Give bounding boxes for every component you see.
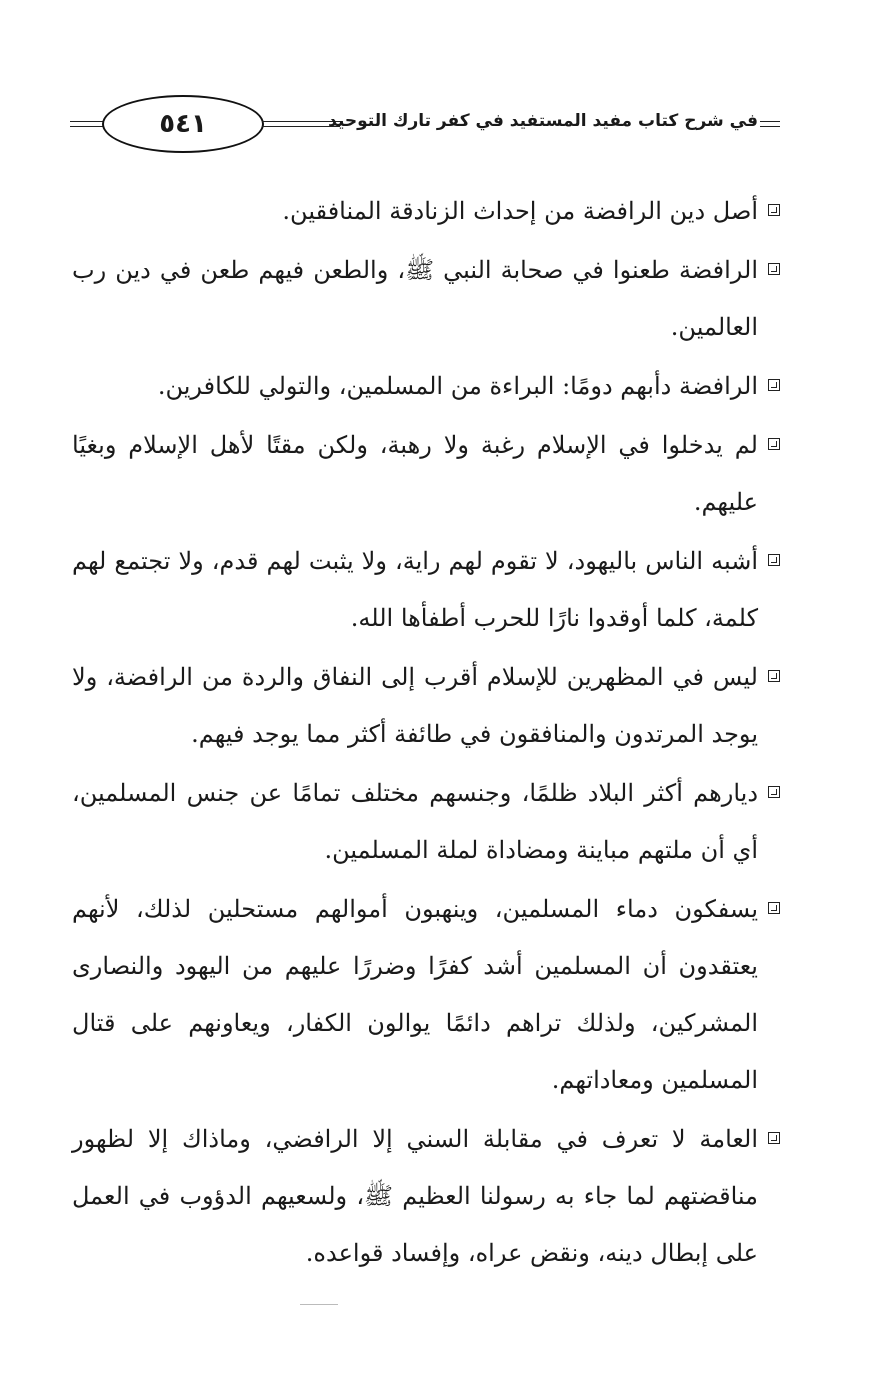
header-rule-left [70,121,104,122]
checkbox-bullet-icon [768,379,780,391]
item-text: يسفكون دماء المسلمين، وينهبون أموالهم مستحلين لذلك، لأنهم يعتقدون أن المسلمين أشد كفرًا وضررًا عليهم من اليهود والنصارى المشركين، ولذلك تراهم دائمًا يوالون الكفار، ويعاونهم على قتال المسلمين ومعاداتهم. [72,895,758,1094]
item-text: الرافضة دأبهم دومًا: البراءة من المسلمين، والتولي للكافرين. [157,372,758,400]
item-text: الرافضة طعنوا في صحابة النبي ﷺ، والطعن فيهم طعن في دين رب العالمين. [72,256,758,341]
list-item [72,1111,782,1282]
checkbox-bullet-icon [768,204,780,216]
list-item [72,358,782,415]
item-text: ديارهم أكثر البلاد ظلمًا، وجنسهم مختلف تمامًا عن جنس المسلمين، أي أن ملتهم مباينة ومضاداة لملة المسلمين. [72,779,759,864]
item-text: أصل دين الرافضة من إحداث الزنادقة المنافقين. [282,197,758,225]
list-item [72,242,782,356]
list-item [72,417,782,531]
scan-speck [300,1304,338,1305]
list-item [72,533,782,647]
checkbox-bullet-icon [768,438,780,450]
header-rule-left-thin [70,126,104,127]
page-header [70,95,780,155]
list-item [72,881,782,1109]
header-rule-right-thin [760,126,780,127]
checkbox-bullet-icon [768,1132,780,1144]
list-item [72,183,782,240]
list-item [72,765,782,879]
checkbox-bullet-icon [768,902,780,914]
bullet-list [72,183,782,1284]
checkbox-bullet-icon [768,554,780,566]
page-number: ٥٤١ [102,95,264,153]
checkbox-bullet-icon [768,786,780,798]
item-text: العامة لا تعرف في مقابلة السني إلا الرافضي، وماذاك إلا لظهور مناقضتهم لما جاء به رسولنا العظيم ﷺ، ولسعيهم الدؤوب في العمل على إبطال دينه، ونقض عراه، وإفساد قواعده. [72,1125,758,1267]
list-item [72,649,782,763]
checkbox-bullet-icon [768,670,780,682]
item-text: لم يدخلوا في الإسلام رغبة ولا رهبة، ولكن مقتًا لأهل الإسلام وبغيًا عليهم. [72,431,758,516]
header-rule-right [760,121,780,122]
running-title: في شرح كتاب مفيد المستفيد في كفر تارك التوحيد [328,111,758,131]
item-text: أشبه الناس باليهود، لا تقوم لهم راية، ولا يثبت لهم قدم، ولا تجتمع لهم كلمة، كلما أوقدوا نارًا للحرب أطفأها الله. [72,547,758,632]
item-text: ليس في المظهرين للإسلام أقرب إلى النفاق والردة من الرافضة، ولا يوجد المرتدون والمنافقون في طائفة أكثر مما يوجد فيهم. [72,663,758,748]
checkbox-bullet-icon [768,263,780,275]
